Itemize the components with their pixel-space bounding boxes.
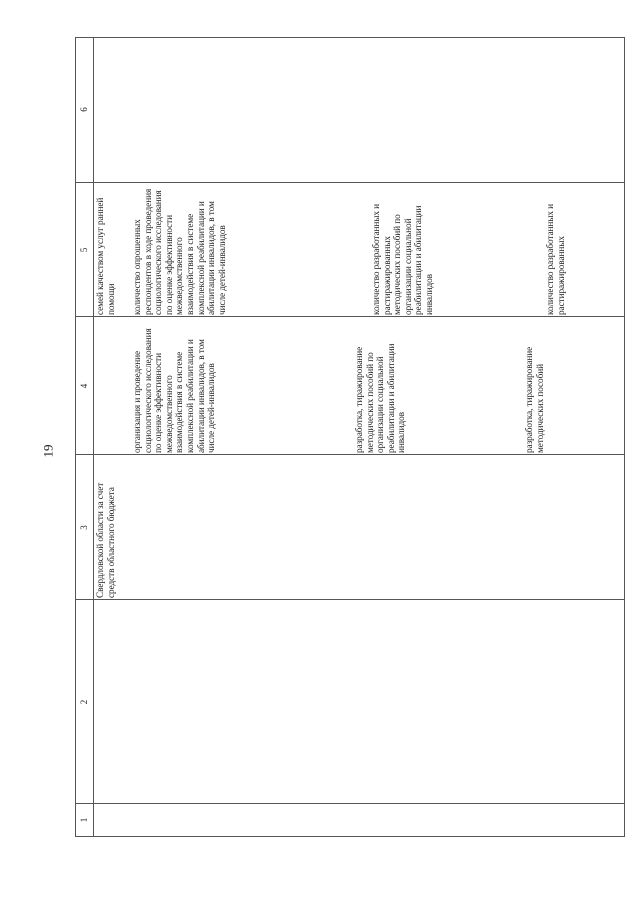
cell-col-5-item-3	[546, 185, 567, 315]
col5-item-2: количество разработанных и растиражированных методических пособий по организации социальной реабилитации и абилитации инвалидов	[372, 203, 435, 315]
header-col-4: 4	[79, 383, 89, 389]
table-header-row	[76, 38, 94, 836]
page-number-text: 19	[40, 444, 55, 458]
col4-item-3: разработка, тиражирование методических пособий	[525, 346, 546, 453]
column-divider	[76, 182, 624, 183]
cell-col-5-item-2	[372, 185, 436, 315]
data-table	[75, 37, 625, 837]
header-col-1: 1	[79, 817, 89, 823]
cell-col-5-item-0	[96, 185, 117, 315]
header-col-5: 5	[79, 247, 89, 253]
cell-col-3	[96, 457, 117, 598]
col5-item-3: количество разработанных и растиражированных	[546, 203, 567, 315]
col5-item-1: количество опрошенных респондентов в ходе проведения социологического исследования по оценке эффективности межведомственного взаимодействия в системе комплексной реабилитации и абилитации инвалидов, в том числе детей-инвалидов	[133, 188, 228, 315]
cell-col-4-item-3	[525, 319, 546, 453]
column-divider	[76, 454, 624, 455]
header-col-3: 3	[79, 525, 89, 530]
cell-col-4-item-2	[355, 319, 408, 453]
cell-col-5-item-1	[133, 185, 228, 315]
column-divider	[76, 803, 624, 804]
header-col-6: 6	[79, 107, 89, 112]
header-col-2: 2	[79, 699, 89, 705]
column-divider	[76, 599, 624, 600]
column-divider	[76, 316, 624, 317]
col4-item-1: организация и проведение социологического исследования по оценке эффективности межведомственного взаимодействия в системе комплексной реабилитации и абилитации инвалидов, в том числе детей-инвалидов	[133, 328, 218, 453]
cell-col-4-item-1	[133, 319, 218, 453]
col4-item-2: разработка, тиражирование методических пособий по организации социальной реабилитации и абилитации инвалидов	[355, 343, 408, 453]
col5-item-0: семей качеством услуг ранней помощи	[96, 197, 117, 315]
page-number	[38, 437, 58, 465]
col3-text: Свердловской области за счет средств областного бюджета	[96, 482, 117, 598]
